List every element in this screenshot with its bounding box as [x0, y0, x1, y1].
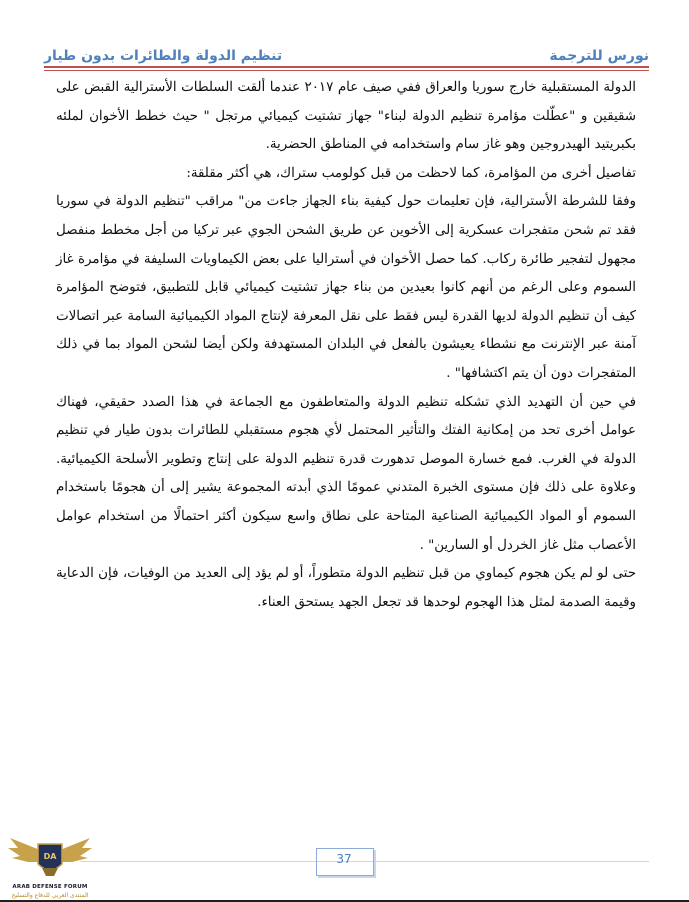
paragraph-2: تفاصيل أخرى من المؤامرة، كما لاحظت من قبل كولومب ستراك، هي أكثر مقلقة:: [186, 165, 636, 181]
header-publisher-name: نورس للترجمة: [549, 48, 649, 64]
header-document-title: تنظيم الدولة والطائرات بدون طيار: [44, 48, 283, 64]
logo-caption-arabic: المنتدى العربي للدفاع والتسليح: [11, 892, 89, 899]
svg-text:DA: DA: [43, 852, 57, 861]
paragraph-4: في حين أن التهديد الذي تشكله تنظيم الدولة والمتعاطفون مع الجماعة في هذا الصدد حقيقي، فهناك عوامل أخرى تحد من إمكانية الفتك والتأثير المحتمل لأي هجوم مستقبلي للطائرات بدون طيار في تنظيم الدولة في الغرب. فمع خسارة الموصل تدهورت قدرة تنظيم الدولة على إنتاج وتطوير الأسلحة الكيميائية. وعلاوة على ذلك فإن مستوى الخبرة المتدني عمومًا الذي أبدته المجموعة يشير إلى أن هجومًا باستخدام السموم أو المواد الكيميائية الصناعية المتاحة على نطاق واسع سيكون أكثر احتمالًا من استخدام عوامل الأعصاب مثل غاز الخردل أو السارين" .: [56, 394, 636, 553]
document-body: [56, 74, 636, 617]
paragraph-3: وفقا للشرطة الأسترالية، فإن تعليمات حول كيفية بناء الجهاز جاءت من" مراقب "تنظيم الدولة في سوريا فقد تم شحن متفجرات عسكرية إلى الأخوين عن طريق الشحن الجوي عبر تركيا من أجل مخطط منفصل مجهول لتفجير طائرة ركاب. كما حصل الأخوان في أستراليا على بعض الكيماويات السليفة في مؤامرة غاز السموم وعلى الرغم من أنهم كانوا بعيدين من بناء جهاز تشتيت كيميائي قابل للتطبيق، فتوضح المؤامرة كيف أن تنظيم الدولة لديها القدرة ليس فقط على نقل المعرفة لإنتاج المواد الكيميائية السامة عبر اتصالات آمنة عبر الإنترنت مع نشطاء يعيشون بالفعل في البلدان المستهدفة ولكن أيضا لشحن المواد بما في ذلك المتفجرات دون أن يتم اكتشافها" .: [56, 194, 636, 381]
page-number: 37: [336, 852, 352, 866]
header-divider: [44, 66, 649, 71]
paragraph-1: الدولة المستقبلية خارج سوريا والعراق ففي صيف عام ٢٠١٧ عندما ألقت السلطات الأسترالية القبض على شقيقين و "عطّلت مؤامرة تنظيم الدولة لبناء" جهاز تشتيت كيميائي مرتجل " حيث خطط الأخوان لملئه بكبريتيد الهيدروجين وهو غاز سام واستخدامه في المناطق الحضرية.: [56, 80, 636, 153]
logo-caption-english: ARAB DEFENSE FORUM: [12, 884, 88, 890]
page-header: [44, 38, 649, 64]
paragraph-5: حتى لو لم يكن هجوم كيماوي من قبل تنظيم الدولة متطوراً، أو لم يؤد إلى العديد من الوفيات، فإن الدعاية وقيمة الصدمة لمثل هذا الهجوم لوحدها قد تجعل الجهد يستحق العناء.: [56, 566, 636, 610]
